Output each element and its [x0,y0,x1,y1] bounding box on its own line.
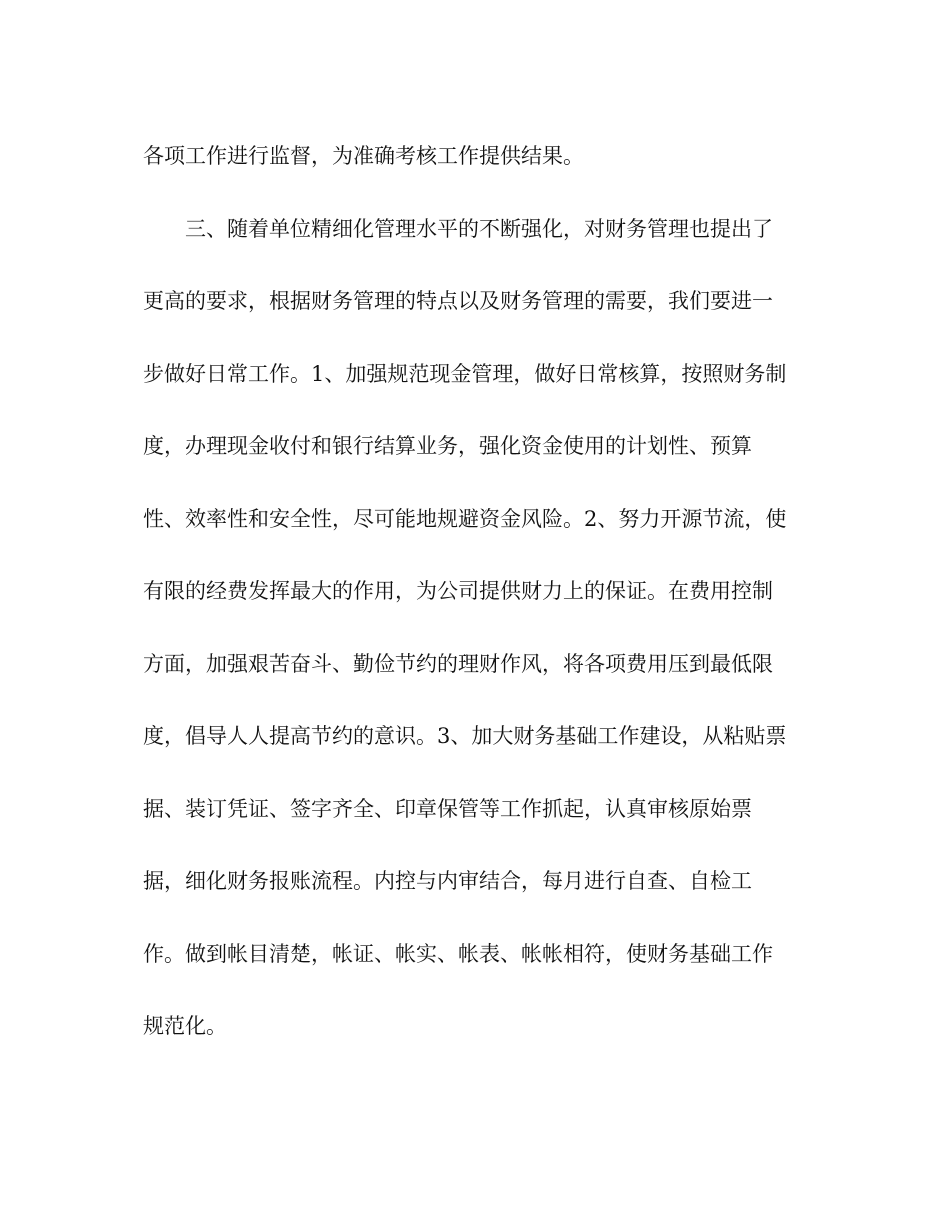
paragraph-start-line: 三、随着单位精细化管理水平的不断强化，对财务管理也提出了 [185,216,773,241]
text-line: 各项工作进行监督，为准确考核工作提供结果。 [143,144,584,168]
text-line: 作。做到帐目清楚，帐证、帐实、帐表、帐帐相符，使财务基础工作 [143,941,773,966]
text-line: 有限的经费发挥最大的作用，为公司提供财力上的保证。在费用控制 [143,579,773,603]
text-line: 度，倡导人人提高节约的意识。3、加大财务基础工作建设，从粘贴票 [143,724,787,748]
body-text [143,138,815,1081]
text-line: 更高的要求，根据财务管理的特点以及财务管理的需要，我们要进一 [143,289,773,313]
text-line: 度，办理现金收付和银行结算业务，强化资金使用的计划性、预算 [143,434,752,458]
text-line: 方面，加强艰苦奋斗、勤俭节约的理财作风，将各项费用压到最低限 [143,651,773,676]
text-line: 据、装订凭证、签字齐全、印章保管等工作抓起，认真审核原始票 [143,796,752,821]
text-line: 步做好日常工作。1、加强规范现金管理，做好日常核算，按照财务制 [143,361,787,386]
text-line: 规范化。 [143,1014,227,1038]
text-line: 据，细化财务报账流程。内控与内审结合，每月进行自查、自检工 [143,869,752,893]
text-line: 性、效率性和安全性，尽可能地规避资金风险。2、努力开源节流，使 [143,506,787,531]
